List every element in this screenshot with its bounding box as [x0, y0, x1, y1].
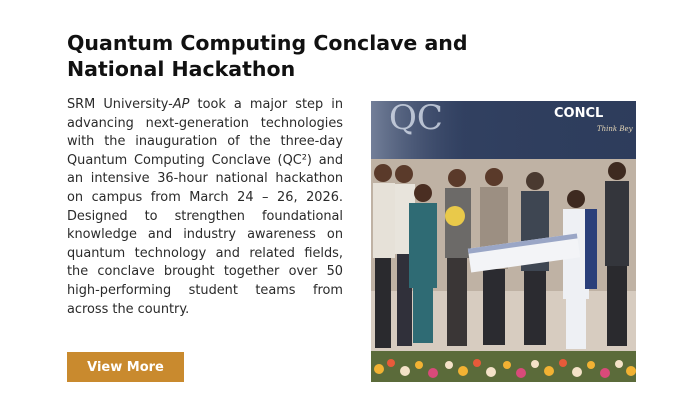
body-line: quantum technology and related fields, — [67, 245, 343, 261]
event-photo — [371, 101, 636, 382]
body-line: advancing next-generation technologies — [67, 115, 343, 131]
body-emphasis: AP — [172, 97, 190, 112]
body-line: the conclave brought together over 50 — [67, 264, 343, 280]
body-line: across the country. — [67, 301, 190, 317]
article-body — [67, 96, 343, 319]
body-line: knowledge and industry awareness on — [67, 227, 343, 243]
title-line-1: Quantum Computing Conclave and — [67, 31, 468, 55]
banner-logo: QC — [389, 101, 443, 138]
event-photo-illustration — [371, 101, 636, 382]
body-line: Designed to strengthen foundational — [67, 208, 343, 224]
body-line: Quantum Computing Conclave (QC²) and — [67, 152, 343, 168]
banner-subtext: Think Bey — [597, 125, 633, 133]
body-line: on campus from March 24 – 26, 2026. — [67, 189, 343, 205]
article-title — [67, 30, 487, 82]
body-line: high-performing student teams from — [67, 282, 343, 298]
body-line: an intensive 36-hour national hackathon — [67, 171, 343, 187]
title-line-2: National Hackathon — [67, 57, 296, 81]
award-medal — [445, 206, 465, 226]
view-more-button[interactable]: View More — [67, 352, 184, 382]
banner-text: CONCL — [554, 106, 604, 121]
body-line: SRM University-AP took a major step in — [67, 97, 343, 112]
body-line: with the inauguration of the three-day — [67, 134, 343, 150]
